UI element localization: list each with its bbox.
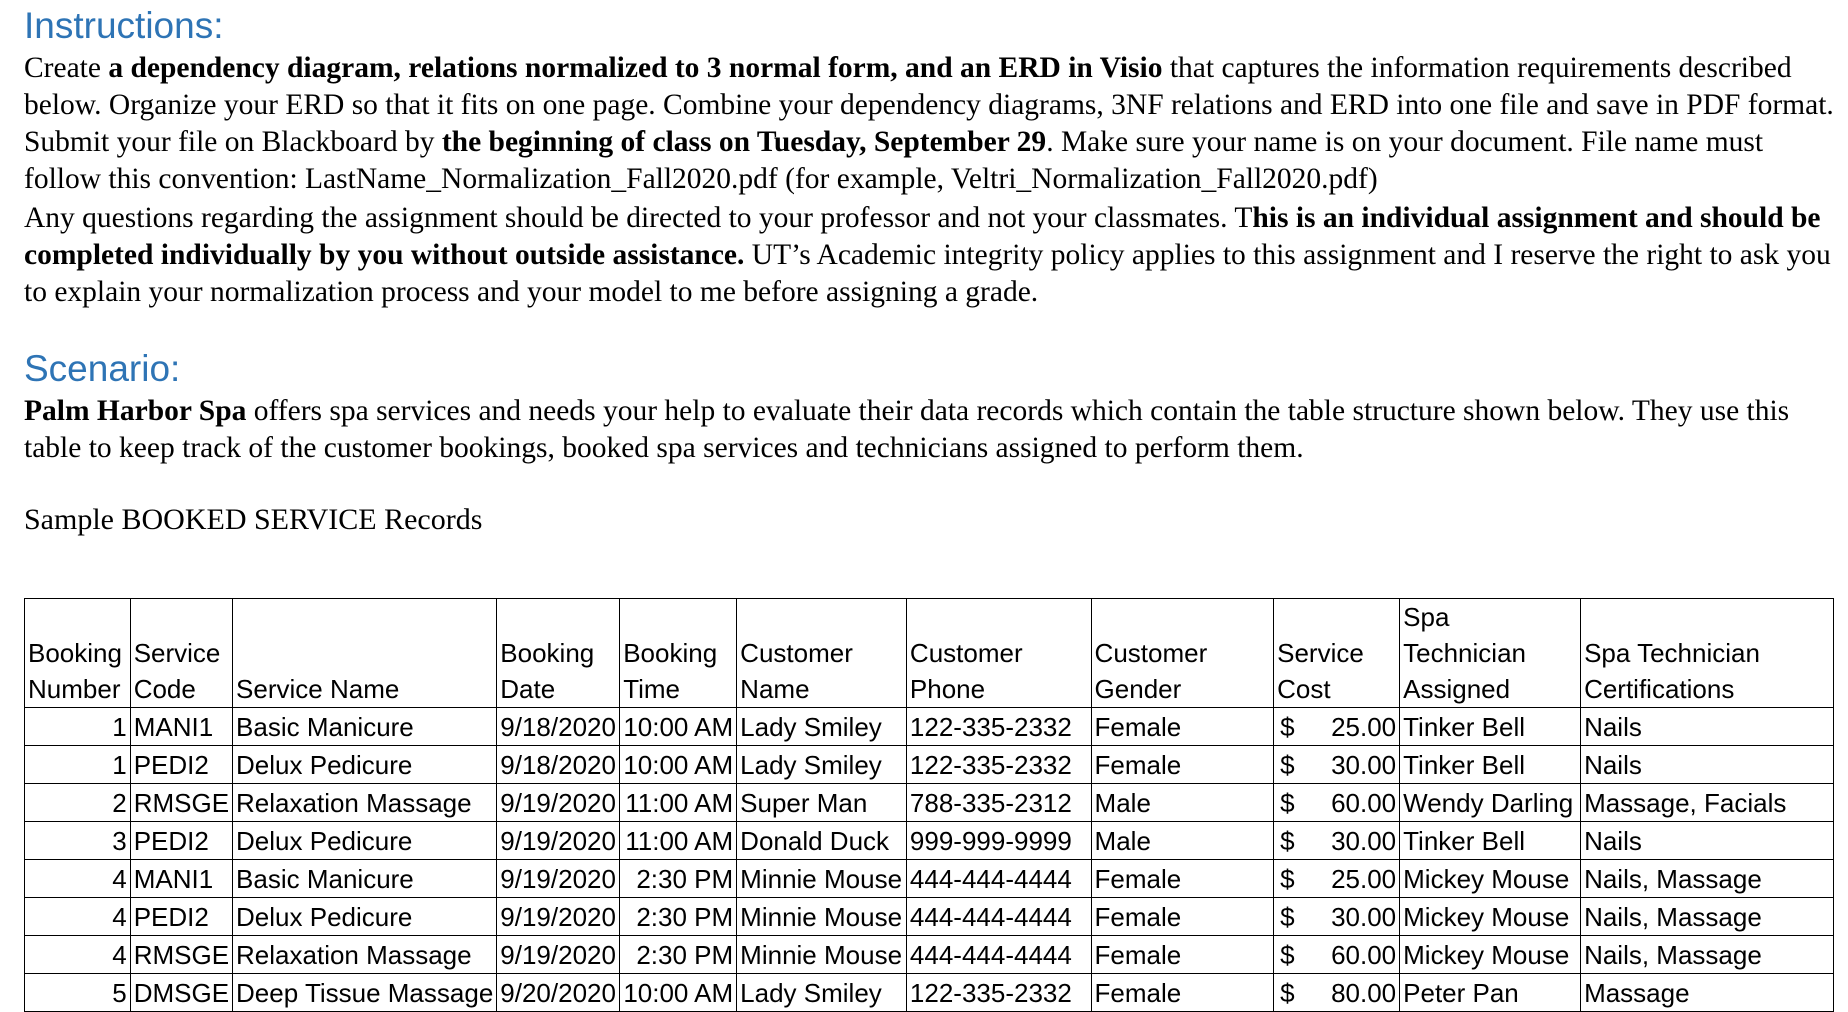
cell-service-cost [1274,784,1400,822]
cell-certifications: Nails [1581,746,1834,784]
cost-value: 60.00 [1331,787,1397,818]
cell-booking-number: 4 [25,898,131,936]
cell-service-name: Delux Pedicure [233,822,497,860]
cell-technician: Mickey Mouse [1400,936,1581,974]
cell-customer-phone: 444-444-4444 [906,936,1091,974]
cell-booking-time: 2:30 PM [620,898,737,936]
cell-technician: Tinker Bell [1400,822,1581,860]
cell-technician: Mickey Mouse [1400,860,1581,898]
cell-service-name: Deep Tissue Massage [233,974,497,1012]
cell-customer-name: Lady Smiley [737,708,907,746]
header-certifications: Spa Technician Certifications [1581,599,1834,708]
cost-value: 25.00 [1331,863,1397,894]
cell-booking-number: 1 [25,708,131,746]
cell-service-name: Delux Pedicure [233,898,497,936]
cell-service-name: Relaxation Massage [233,936,497,974]
currency-symbol: $ [1280,977,1295,1008]
cell-booking-time: 11:00 AM [620,822,737,860]
cell-booking-time: 10:00 AM [620,708,737,746]
cell-customer-name: Lady Smiley [737,746,907,784]
cell-booking-number: 4 [25,860,131,898]
cell-customer-phone: 444-444-4444 [906,860,1091,898]
table-header-row [25,599,1834,708]
cell-service-name: Relaxation Massage [233,784,497,822]
cell-booking-number: 2 [25,784,131,822]
cell-customer-gender: Female [1091,898,1274,936]
cell-booking-date: 9/18/2020 [497,746,620,784]
table-row [25,784,1834,822]
header-service-cost: Service Cost [1274,599,1400,708]
cell-service-code: PEDI2 [130,898,232,936]
currency-symbol: $ [1280,749,1295,780]
cost-value: 30.00 [1331,749,1397,780]
cell-booking-date: 9/19/2020 [497,860,620,898]
cell-certifications: Nails [1581,708,1834,746]
cell-service-cost [1274,936,1400,974]
cell-booking-time: 2:30 PM [620,936,737,974]
cell-booking-number: 4 [25,936,131,974]
cell-technician: Tinker Bell [1400,746,1581,784]
cell-customer-gender: Female [1091,936,1274,974]
scenario-paragraph: Palm Harbor Spa offers spa services and needs your help to evaluate their data records which contain the table structure shown below. They use this table to keep track of the customer bookings, booked spa services and technicians assigned to perform them. [24,395,1790,464]
table-row [25,860,1834,898]
cell-service-code: PEDI2 [130,822,232,860]
cell-certifications: Nails, Massage [1581,936,1834,974]
cell-customer-name: Minnie Mouse [737,860,907,898]
cell-customer-gender: Female [1091,708,1274,746]
cell-certifications: Nails, Massage [1581,860,1834,898]
cell-technician: Peter Pan [1400,974,1581,1012]
cell-customer-name: Minnie Mouse [737,936,907,974]
cell-service-cost [1274,708,1400,746]
header-service-name: Service Name [233,599,497,708]
table-row [25,974,1834,1012]
header-customer-phone: Customer Phone [906,599,1091,708]
cell-customer-name: Super Man [737,784,907,822]
cell-booking-date: 9/19/2020 [497,936,620,974]
table-row [25,822,1834,860]
cell-service-code: PEDI2 [130,746,232,784]
instructions-paragraph-1: Create a dependency diagram, relations normalized to 3 normal form, and an ERD in Visio that captures the information requirements described below. Organize your ERD so that it fits on one page. Combine your dependency diagrams, 3NF relations and ERD into one file and save in PDF format. Submit your file on Blackboard by the beginning of class on Tuesday, September 29. Make sure your name is on your document. File name must follow this convention: LastName_Normalization_Fall2020.pdf (for example, Veltri_Normalization_Fall2020.pdf) [24,52,1834,195]
cell-service-code: MANI1 [130,708,232,746]
cell-service-cost [1274,898,1400,936]
cell-service-code: RMSGE [130,936,232,974]
cell-customer-gender: Female [1091,974,1274,1012]
document-page [24,0,1834,1008]
header-booking-time: Booking Time [620,599,737,708]
cell-service-name: Delux Pedicure [233,746,497,784]
cell-booking-time: 10:00 AM [620,974,737,1012]
table-row [25,898,1834,936]
cell-customer-name: Lady Smiley [737,974,907,1012]
cost-value: 25.00 [1331,711,1397,742]
cell-customer-phone: 122-335-2332 [906,746,1091,784]
currency-symbol: $ [1280,711,1295,742]
instructions-paragraph-2: Any questions regarding the assignment should be directed to your professor and not your classmates. This is an individual assignment and should be completed individually by you without outside assistance. UT’s Academic integrity policy applies to this assignment and I reserve the right to ask you to explain your normalization process and your model to me before assigning a grade. [24,202,1831,308]
cell-service-code: DMSGE [130,974,232,1012]
cell-booking-date: 9/19/2020 [497,784,620,822]
currency-symbol: $ [1280,939,1295,970]
cell-booking-number: 5 [25,974,131,1012]
cell-customer-phone: 788-335-2312 [906,784,1091,822]
cell-customer-phone: 444-444-4444 [906,898,1091,936]
cell-customer-phone: 999-999-9999 [906,822,1091,860]
cell-customer-gender: Female [1091,746,1274,784]
cell-booking-time: 11:00 AM [620,784,737,822]
cell-booking-number: 3 [25,822,131,860]
cell-booking-date: 9/19/2020 [497,822,620,860]
header-customer-gender: Customer Gender [1091,599,1274,708]
header-customer-name: Customer Name [737,599,907,708]
cell-service-code: MANI1 [130,860,232,898]
cell-booking-time: 2:30 PM [620,860,737,898]
cell-booking-time: 10:00 AM [620,746,737,784]
cell-service-cost [1274,860,1400,898]
table-row [25,708,1834,746]
cell-customer-gender: Male [1091,784,1274,822]
header-technician: Spa Technician Assigned [1400,599,1581,708]
cell-technician: Wendy Darling [1400,784,1581,822]
cell-customer-phone: 122-335-2332 [906,708,1091,746]
cell-customer-gender: Male [1091,822,1274,860]
cell-customer-name: Minnie Mouse [737,898,907,936]
cell-service-cost [1274,746,1400,784]
cell-booking-date: 9/19/2020 [497,898,620,936]
cell-service-cost [1274,974,1400,1012]
cell-certifications: Nails, Massage [1581,898,1834,936]
booked-service-table [24,598,1834,1012]
currency-symbol: $ [1280,825,1295,856]
header-booking-date: Booking Date [497,599,620,708]
cell-service-code: RMSGE [130,784,232,822]
cell-booking-date: 9/20/2020 [497,974,620,1012]
header-booking-number: Booking Number [25,599,131,708]
cost-value: 60.00 [1331,939,1397,970]
currency-symbol: $ [1280,901,1295,932]
cell-booking-date: 9/18/2020 [497,708,620,746]
cell-certifications: Massage [1581,974,1834,1012]
cell-service-cost [1274,822,1400,860]
cell-service-name: Basic Manicure [233,860,497,898]
cell-customer-phone: 122-335-2332 [906,974,1091,1012]
scenario-heading: Scenario: [24,348,181,389]
table-row [25,746,1834,784]
cost-value: 80.00 [1331,977,1397,1008]
cell-customer-name: Donald Duck [737,822,907,860]
cell-booking-number: 1 [25,746,131,784]
cell-customer-gender: Female [1091,860,1274,898]
cell-certifications: Nails [1581,822,1834,860]
cost-value: 30.00 [1331,901,1397,932]
currency-symbol: $ [1280,787,1295,818]
table-caption: Sample BOOKED SERVICE Records [24,503,483,536]
currency-symbol: $ [1280,863,1295,894]
table-row [25,936,1834,974]
cell-service-name: Basic Manicure [233,708,497,746]
cell-technician: Mickey Mouse [1400,898,1581,936]
cell-certifications: Massage, Facials [1581,784,1834,822]
instructions-heading: Instructions: [24,5,224,46]
cell-technician: Tinker Bell [1400,708,1581,746]
header-service-code: Service Code [130,599,232,708]
cost-value: 30.00 [1331,825,1397,856]
